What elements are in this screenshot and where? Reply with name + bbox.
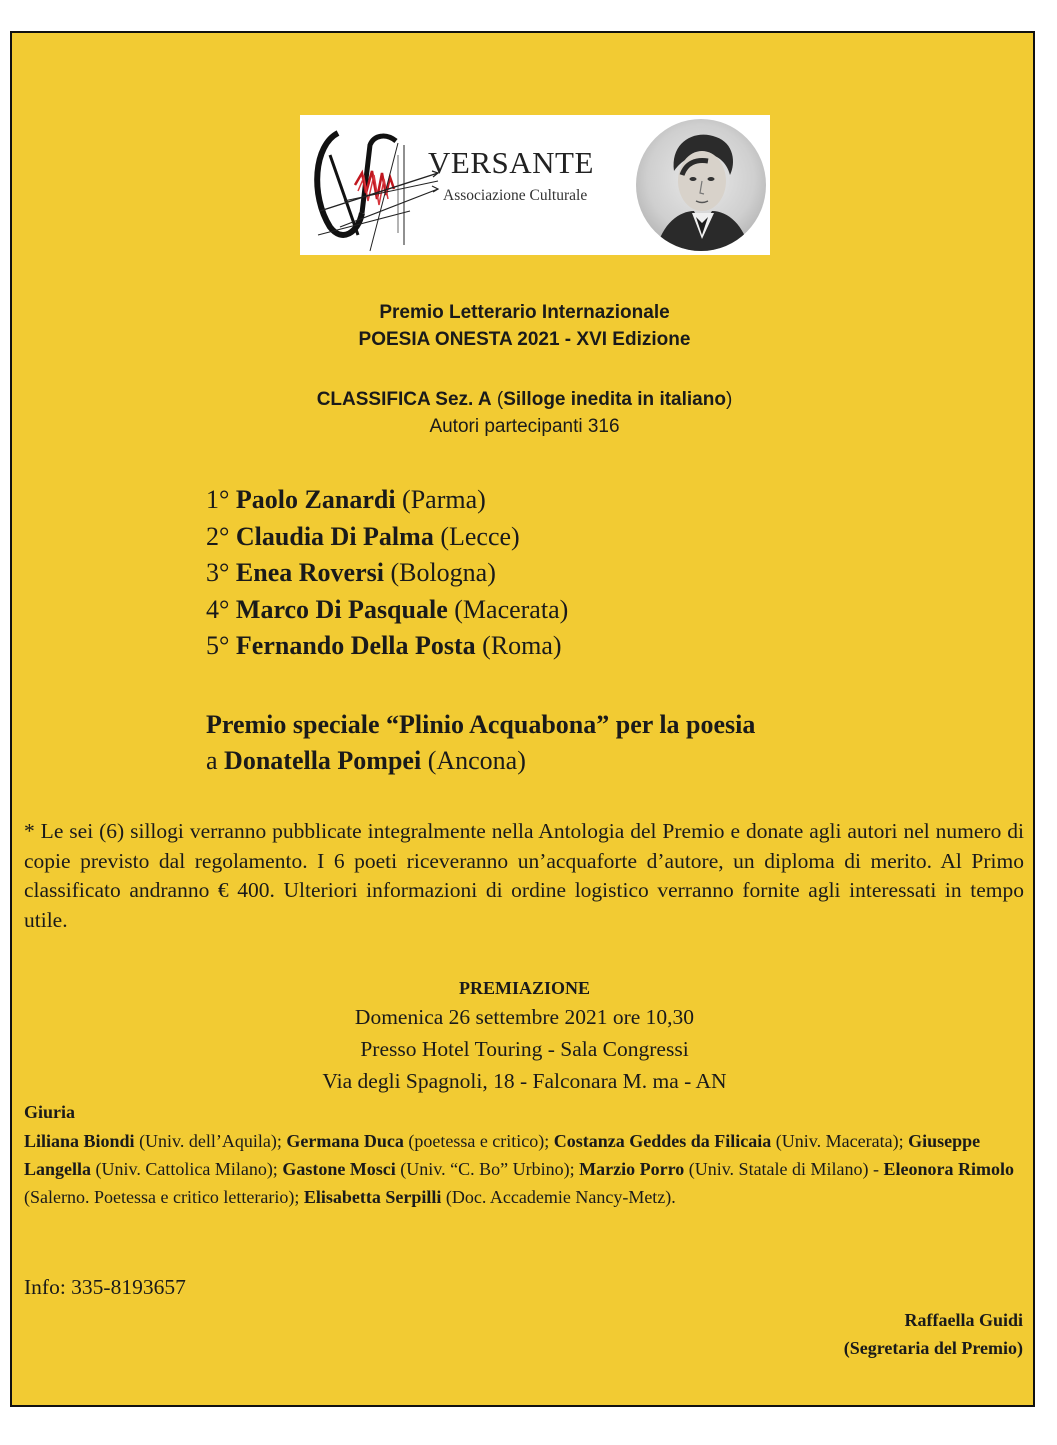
rank-name: Marco Di Pasquale bbox=[235, 594, 448, 624]
jury-member-info: (Salerno. Poetessa e critico letterario); bbox=[24, 1187, 304, 1207]
rank-position: 3° bbox=[206, 558, 230, 587]
jury-member-name: Eleonora Rimolo bbox=[883, 1159, 1015, 1179]
jury-member-name: Marzio Porro bbox=[579, 1159, 685, 1179]
rank-position: 5° bbox=[206, 631, 230, 660]
ranking-item bbox=[206, 555, 906, 592]
jury-member-info: (poetessa e critico); bbox=[403, 1131, 554, 1151]
jury-member-info: (Univ. Macerata); bbox=[771, 1131, 909, 1151]
ranking-item bbox=[206, 592, 906, 629]
participants-count: Autori partecipanti 316 bbox=[429, 416, 620, 437]
ceremony-address: Via degli Spagnoli, 18 - Falconara M. ma - AN bbox=[322, 1069, 727, 1093]
jury-heading: Giuria bbox=[24, 1102, 76, 1122]
rank-name: Paolo Zanardi bbox=[235, 485, 396, 514]
jury-member-info: (Univ. dell’Aquila); bbox=[134, 1131, 287, 1151]
prize-title: Premio Letterario Internazionale bbox=[379, 302, 670, 323]
signature bbox=[844, 1306, 1023, 1362]
jury-member-name: Costanza Geddes da Filicaia bbox=[553, 1131, 772, 1151]
rank-city: (Lecce) bbox=[440, 521, 520, 551]
signature-name: Raffaella Guidi bbox=[904, 1310, 1023, 1330]
paren-open: ( bbox=[491, 389, 504, 410]
info-phone: Info: 335-8193657 bbox=[24, 1275, 186, 1299]
rank-name: Enea Roversi bbox=[235, 558, 384, 587]
special-prize-title: Premio speciale “Plinio Acquabona” per la poesia bbox=[206, 710, 756, 739]
logo-subtitle: Associazione Culturale bbox=[443, 187, 588, 204]
jury-member-info: (Univ. Cattolica Milano); bbox=[91, 1159, 283, 1179]
classifica-section: CLASSIFICA Sez. A bbox=[316, 389, 492, 410]
rank-city: (Roma) bbox=[482, 631, 562, 660]
jury-member-name: Liliana Biondi bbox=[24, 1131, 135, 1151]
rank-name: Claudia Di Palma bbox=[235, 521, 434, 551]
paren-close: ) bbox=[725, 389, 733, 410]
ranking-list bbox=[206, 482, 906, 665]
jury-member-info: (Doc. Accademie Nancy-Metz). bbox=[441, 1187, 676, 1207]
poster bbox=[10, 31, 1035, 1407]
rank-position: 1° bbox=[206, 485, 230, 514]
special-prize-city: (Ancona) bbox=[421, 746, 526, 775]
jury-member-name: Germana Duca bbox=[286, 1131, 404, 1151]
jury-member-name: Giuseppe Langella bbox=[24, 1131, 981, 1179]
jury-member-info: (Univ. “C. Bo” Urbino); bbox=[395, 1159, 580, 1179]
premiazione-heading: PREMIAZIONE bbox=[458, 978, 590, 998]
versante-emblem-icon bbox=[300, 115, 440, 255]
rank-position: 2° bbox=[206, 521, 230, 551]
classifica-category: Silloge inedita in italiano bbox=[503, 389, 726, 410]
rank-name: Fernando Della Posta bbox=[235, 631, 476, 660]
ranking-item bbox=[206, 519, 906, 556]
jury-member-info: (Univ. Statale di Milano) - bbox=[684, 1159, 884, 1179]
rank-city: (Parma) bbox=[402, 485, 486, 514]
logo-name: VERSANTE bbox=[428, 145, 594, 180]
publication-note: * Le sei (6) sillogi verranno pubblicate integralmente nella Antologia del Premio e donate agli autori nel numero di copie previsto dal regolamento. I 6 poeti riceveranno un’acquaforte d’autore, un diploma di merito. Al Primo classificato andranno € 400. Ulteriori informazioni di ordine logistico verranno fornite agli interessati in tempo utile. bbox=[24, 819, 1024, 932]
special-prize bbox=[206, 707, 1006, 779]
jury-member-name: Elisabetta Serpilli bbox=[303, 1187, 442, 1207]
ceremony-date: Domenica 26 settembre 2021 ore 10,30 bbox=[354, 1005, 695, 1029]
rank-position: 4° bbox=[206, 594, 230, 624]
jury-list bbox=[24, 1127, 1024, 1211]
jury-member-name: Gastone Mosci bbox=[282, 1159, 396, 1179]
special-prize-prefix: a bbox=[206, 746, 225, 775]
rank-city: (Macerata) bbox=[454, 594, 569, 624]
rank-city: (Bologna) bbox=[390, 558, 496, 587]
edition-title: POESIA ONESTA 2021 - XVI Edizione bbox=[358, 329, 691, 350]
signature-role: (Segretaria del Premio) bbox=[843, 1338, 1023, 1358]
ranking-item bbox=[206, 628, 906, 665]
portrait-image bbox=[636, 119, 766, 251]
classifica-heading bbox=[12, 386, 1037, 413]
special-prize-winner: Donatella Pompei bbox=[224, 746, 422, 775]
ceremony-venue: Presso Hotel Touring - Sala Congressi bbox=[360, 1037, 689, 1061]
ranking-item bbox=[206, 482, 906, 519]
versante-logo bbox=[300, 115, 770, 255]
